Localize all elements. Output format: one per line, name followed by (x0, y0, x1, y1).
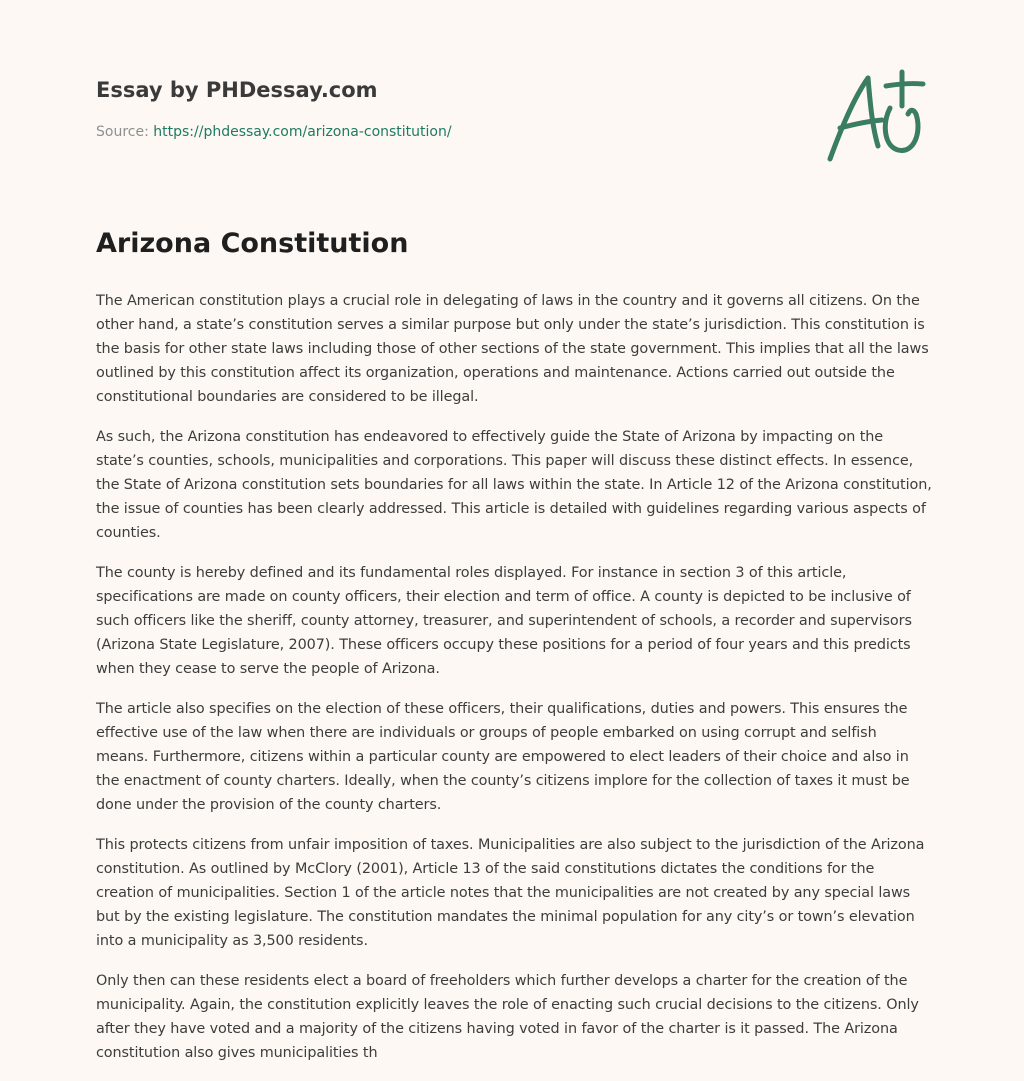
source-line (96, 122, 696, 142)
paragraph: The county is hereby defined and its fundamental roles displayed. For instance in section 3 of this article, specifications are made on county officers, their election and term of office. A county is depicted to be inclusive of such officers like the sheriff, county attorney, treasurer, and superintendent of schools, a recorder and supervisors (Arizona State Legislature, 2007). These officers occupy these positions for a period of four years and this predicts when they cease to serve the people of Arizona. (96, 565, 912, 677)
paragraph: The American constitution plays a crucial role in delegating of laws in the country and it governs all citizens. On the other hand, a state’s constitution serves a similar purpose but only under the state’s jurisdiction. This constitution is the basis for other state laws including those of other sections of the state government. This implies that all the laws outlined by this constitution affect its organization, operations and maintenance. Actions carried out outside the constitutional boundaries are considered to be illegal. (96, 293, 929, 405)
paragraph: As such, the Arizona constitution has endeavored to effectively guide the State of Arizona by impacting on the state’s counties, schools, municipalities and corporations. This paper will discuss these distinct effects. In essence, the State of Arizona constitution sets boundaries for all laws within the state. In Article 12 of the Arizona constitution, the issue of counties has been clearly addressed. This article is detailed with guidelines regarding various aspects of counties. (96, 429, 932, 541)
site-title: Essay by PHDessay.com (96, 78, 378, 102)
a-plus-logo-icon (820, 66, 930, 166)
paragraph: This protects citizens from unfair imposition of taxes. Municipalities are also subject to the jurisdiction of the Arizona constitution. As outlined by McClory (2001), Article 13 of the said constitutions dictates the conditions for the creation of municipalities. Section 1 of the article notes that the municipalities are not created by any special laws but by the existing legislature. The constitution mandates the minimal population for any city’s or town’s elevation into a municipality as 3,500 residents. (96, 837, 925, 949)
source-label: Source: (96, 124, 149, 140)
essay-header (96, 76, 696, 142)
source-link[interactable]: https://phdessay.com/arizona-constitution/ (153, 124, 452, 140)
paragraph: The article also specifies on the election of these officers, their qualifications, duties and powers. This ensures the effective use of the law when there are individuals or groups of people embarked on using corrupt and selfish means. Furthermore, citizens within a particular county are empowered to elect leaders of their choice and also in the enactment of county charters. Ideally, when the county’s citizens implore for the collection of taxes it must be done under the provision of the county charters. (96, 701, 910, 813)
paragraph: Only then can these residents elect a board of freeholders which further develops a charter for the creation of the municipality. Again, the constitution explicitly leaves the role of enacting such crucial decisions to the citizens. Only after they have voted and a majority of the citizens having voted in favor of the charter is it passed. The Arizona constitution also gives municipalities th (96, 973, 919, 1061)
essay-article (96, 226, 932, 1081)
article-title: Arizona Constitution (96, 228, 409, 259)
